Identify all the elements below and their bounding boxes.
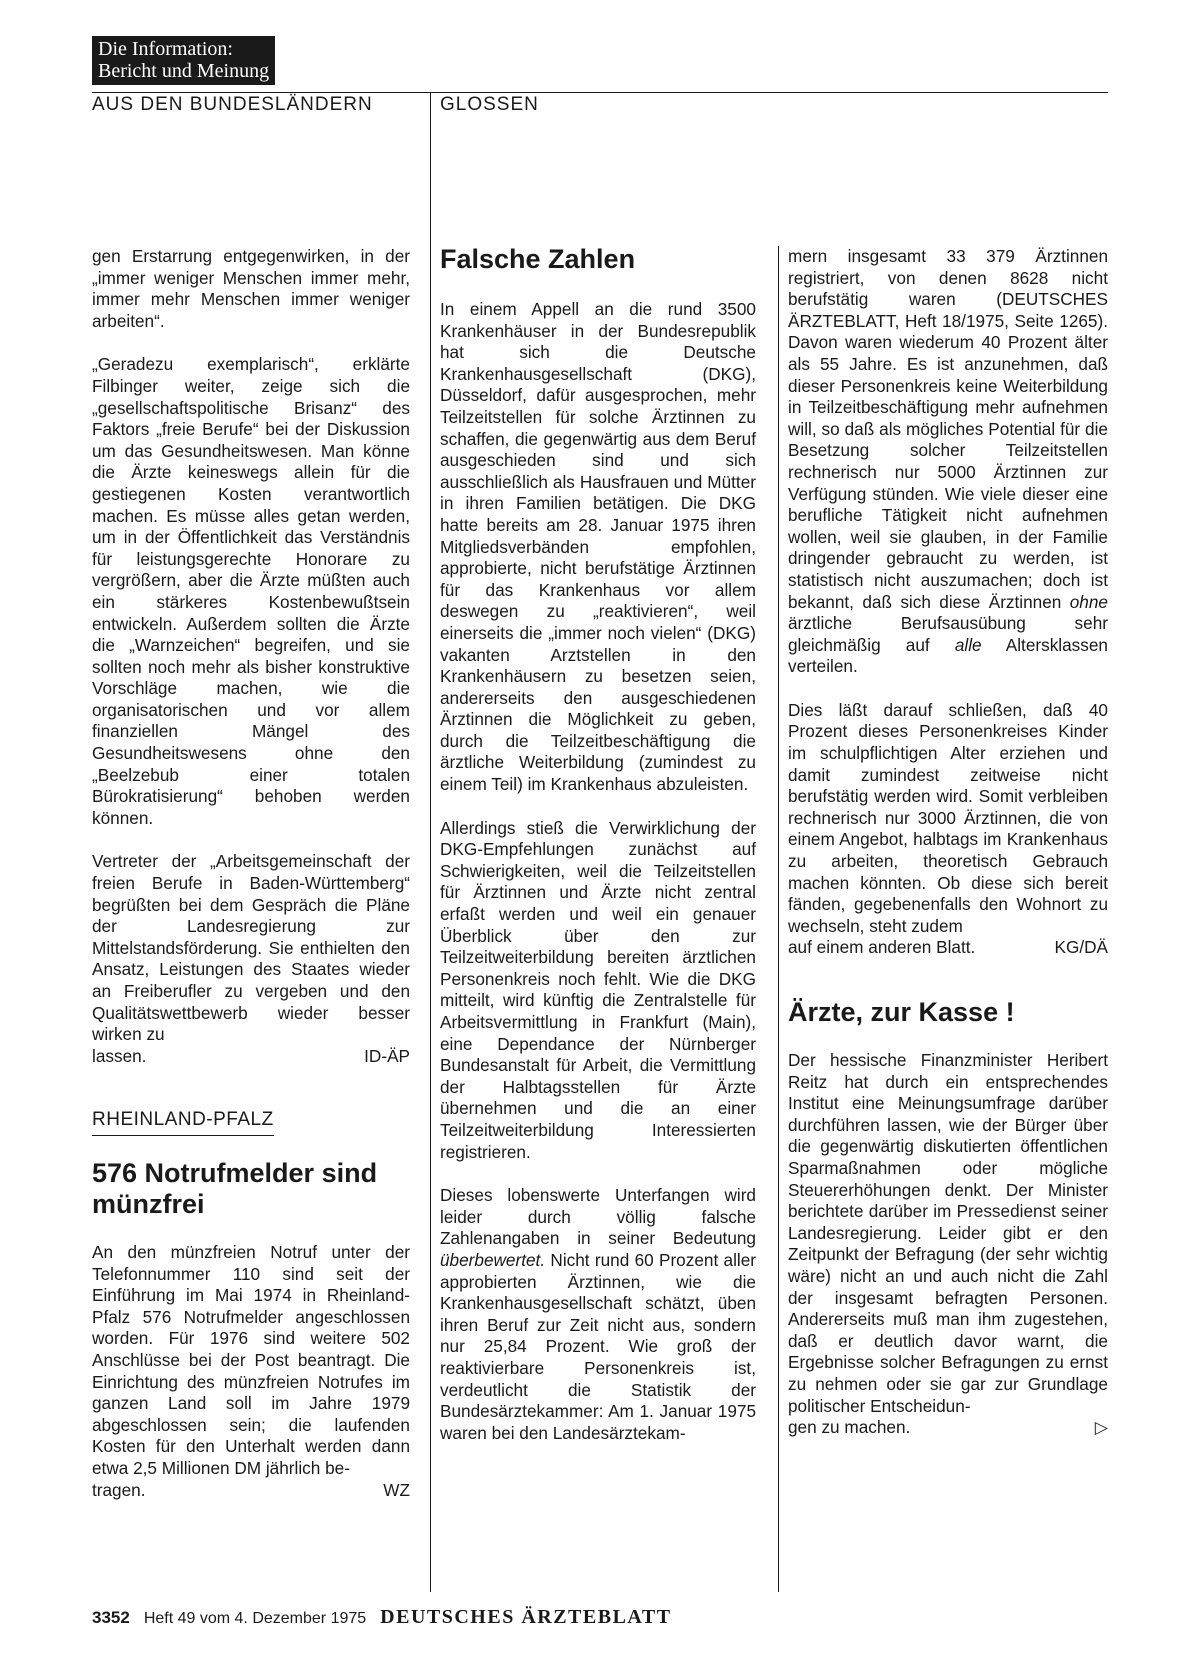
article-headline-aerzte-zur-kasse: Ärzte, zur Kasse ! bbox=[788, 997, 1015, 1027]
author-signature-id-ap: ID-ÄP bbox=[364, 1045, 410, 1066]
article-headline-falsche-zahlen: Falsche Zahlen bbox=[440, 244, 636, 274]
col3-p1-part-c: Altersklassen verteilen. bbox=[788, 634, 1108, 677]
article-headline-notruf: 576 Notrufmelder sind münzfrei bbox=[92, 1157, 378, 1219]
col3-p2-last-words: auf einem anderen Blatt. bbox=[788, 937, 976, 958]
col1-paragraph-4-text: An den münzfreien Notruf unter der Telefonnummer 110 sind seit der Einführung im Mai 1974 in Rheinland-Pfalz 576 Notrufmelder angeschlossen worden. Für 1976 sind weitere 502 Anschlüsse bei der Post beantragt. Die Einrichtung des münzfreien Notrufes im ganzen Land soll im Jahre 1979 abgeschlossen sein; die laufenden Kosten für den Unterhalt werden dann etwa 2,5 Millionen DM jährlich be- bbox=[92, 1241, 410, 1478]
column-3 bbox=[788, 246, 1108, 1439]
col1-signature-line-2 bbox=[92, 1480, 410, 1502]
issue-info: Heft 49 vom 4. Dezember 1975 bbox=[143, 1610, 367, 1627]
section-badge bbox=[92, 36, 275, 85]
badge-line-1: Die Information: bbox=[98, 38, 233, 60]
col1-paragraph-3 bbox=[92, 851, 410, 1045]
section-label-right: GLOSSEN bbox=[440, 94, 539, 115]
col3-paragraph-3 bbox=[788, 1050, 1108, 1417]
col2-paragraph-2: Allerdings stieß die Verwirklichung der DKG-Empfehlungen zunächst auf Schwierigkeiten, weil die Teilzeitstellen für Ärztinnen und Ärzte nicht zentral erfaßt werden und weil ein genauer Überblick über den zur Teilzeitweiterbildung bereiten ärztlichen Personenkreis noch fehlt. Wie die DKG mitteilt, wird künftig die Zentralstelle für Arbeitsvermittlung in Frankfurt (Main), eine Dependance der Nürnberger Bundesanstalt für Arbeit, die Vermittlung der Halbtagsstellen für Ärzte übernehmen und die an einer Teilzeitweiterbildung Interessierten registrieren. bbox=[440, 817, 756, 1162]
col3-paragraph-2 bbox=[788, 700, 1108, 938]
col1-paragraph-3-text: Vertreter der „Arbeitsgemeinschaft der freien Berufe in Baden-Württemberg“ begrüßten bei dem Gespräch die Pläne der Landesregierung zur Mittelstandsförderung. Sie enthielten den Ansatz, Leistungen des Staates wieder an Freiberufler zu vergeben und den Qualitätswettbewerb wieder besser wirken zu bbox=[92, 851, 410, 1045]
col3-p1-emphasis-1: ohne bbox=[1069, 591, 1108, 612]
col2-p3-emphasis: überbewertet. bbox=[440, 1249, 546, 1270]
col1-paragraph-2: „Geradezu exemplarisch“, erklärte Filbinger weiter, zeige sich die „gesellschaftspolitische Brisanz“ des Faktors „freie Berufe“ bei der Diskussion um das Gesundheitswesen. Man könne die Ärzte keineswegs allein für die gestiegenen Kosten verantwortlich machen. Es müsse alles getan werden, um in der Öffentlichkeit das Verständnis für leistungsgerechte Honorare zu vergrößern, aber die Ärzte müßten auch ein stärkeres Kostenbewußtsein entwickeln. Außerdem sollten die Ärzte die „Warnzeichen“ begreifen, und sie sollten noch mehr als bisher konstruktive Vorschläge machen, wie die organisatorischen und vor allem finanziellen Mängel des Gesundheitswesens ohne den „Beelzebub einer totalen Bürokratisierung“ behoben werden können. bbox=[92, 354, 410, 828]
column-divider-1 bbox=[430, 92, 431, 1592]
col3-p1-part-b: ärztliche Berufsausübung sehr gleichmäßig auf bbox=[788, 613, 1108, 655]
col1-p3-last-word: lassen. bbox=[92, 1045, 147, 1066]
column-divider-2 bbox=[778, 246, 779, 1592]
col3-p1-part-a: mern insgesamt 33 379 Ärztinnen registriert, von denen 8628 nicht berufstätig waren (DEUTSCHES ÄRZTEBLATT, Heft 18/1975, Seite 1265). Davon waren wiederum 40 Prozent älter als 55 Jahre. Es ist anzunehmen, daß dieser Personenkreis keine Weiterbildung in Teilzeitbeschäftigung mehr aufnehmen will, so daß als mögliches Potential für die Besetzung solcher Teilzeitstellen rechnerisch nur 5000 Ärztinnen zur Verfügung stünden. Wie viele dieser eine berufliche Tätigkeit nicht aufnehmen wollen, weil sie glauben, in der Familie dringender gebraucht zu werden, ist statistisch nicht auszumachen; doch ist bekannt, daß sich diese Ärztinnen bbox=[788, 246, 1108, 612]
page-footer bbox=[92, 1606, 672, 1629]
page-number: 3352 bbox=[92, 1608, 130, 1627]
col2-paragraph-1: In einem Appell an die rund 3500 Krankenhäuser in der Bundesrepublik hat sich die Deutsche Krankenhausgesellschaft (DKG), Düsseldorf, dafür ausgesprochen, mehr Teilzeitstellen für solche Ärztinnen zu schaffen, die gegenwärtig aus dem Beruf ausgeschieden sind und sich ausschließlich als Hausfrauen und Mütter in ihren Familien betätigen. Die DKG hatte bereits am 28. Januar 1975 ihren Mitgliedsverbänden empfohlen, approbierte, nicht berufstätige Ärztinnen für das Krankenhaus vor allem deswegen zu „reaktivieren“, weil einerseits die „immer noch vielen“ (DKG) vakanten Arztstellen in den Krankenhäusern zu besetzen seien, andererseits den ausgeschiedenen Ärztinnen die Möglichkeit zu geben, durch die Teilzeitbeschäftigung die ärztliche Weiterbildung (zumindest zu einem Teil) im Krankenhaus abzuleisten. bbox=[440, 299, 756, 795]
col3-signature-line bbox=[788, 937, 1108, 959]
col2-p3-part-b: Nicht rund 60 Prozent aller approbierten Ärztinnen, wie die Krankenhausgesellschaft schätzt, üben ihren Beruf zur Zeit nicht aus, sondern nur 25,84 Prozent. Wie groß der reaktivierbare Personenkreis ist, verdeutlicht die Statistik der Bundesärztekammer: Am 1. Januar 1975 waren bei den Landesärztekam- bbox=[440, 1249, 756, 1443]
col3-p3-last-words: gen zu machen. bbox=[788, 1417, 911, 1438]
col2-paragraph-3 bbox=[440, 1185, 756, 1444]
header-rule bbox=[92, 92, 1108, 93]
col3-paragraph-2-text: Dies läßt darauf schließen, daß 40 Prozent dieses Personenkreises Kinder im schulpflichtigen Alter erziehen und damit zumindest zeitweise nicht berufstätig werden wird. Somit verbleiben rechnerisch nur 3000 Ärztinnen, die von einem Angebot, halbtags im Krankenhaus zu arbeiten, theoretisch Gebrauch machen könnten. Ob diese sich bereit fänden, gegebenenfalls den Wohnort zu wechseln, steht zudem bbox=[788, 699, 1108, 936]
col1-p4-last-word: tragen. bbox=[92, 1479, 146, 1500]
col3-p1-emphasis-2: alle bbox=[954, 634, 982, 655]
author-signature-wz: WZ bbox=[383, 1479, 410, 1500]
section-label-left: AUS DEN BUNDESLÄNDERN bbox=[92, 94, 373, 115]
continue-arrow-icon: ▷ bbox=[1094, 1417, 1108, 1438]
col1-signature-line-1 bbox=[92, 1046, 410, 1068]
column-2 bbox=[440, 244, 756, 1466]
col3-continuation-line bbox=[788, 1417, 1108, 1439]
col3-paragraph-1 bbox=[788, 246, 1108, 678]
col2-p3-part-a: Dieses lobenswerte Unterfangen wird leider durch völlig falsche Zahlenangaben in seiner Bedeutung bbox=[440, 1185, 756, 1249]
col3-paragraph-3-text: Der hessische Finanzminister Heribert Reitz hat durch ein entsprechendes Institut eine Meinungsumfrage darüber durchführen lassen, wie der Bürger über die gegenwärtig diskutierten öffentlichen Sparmaßnahmen oder mögliche Steuererhöhungen denkt. Der Minister berichtete darüber im Pressedienst seiner Landesregierung. Leider gibt er den Zeitpunkt der Befragung (der sehr wichtig wäre) nicht an und auch nicht die Zahl der insgesamt befragten Personen. Andererseits muß man ihm zugestehen, daß er deutlich davor warnt, die Ergebnisse solcher Befragungen zu ernst zu nehmen oder sie gar zur Grundlage politischer Entscheidun- bbox=[788, 1050, 1108, 1416]
column-1 bbox=[92, 246, 410, 1501]
magazine-name: DEUTSCHES ÄRZTEBLATT bbox=[380, 1606, 672, 1628]
col1-paragraph-4 bbox=[92, 1242, 410, 1480]
subsection-heading: RHEINLAND-PFALZ bbox=[92, 1109, 274, 1136]
badge-line-2: Bericht und Meinung bbox=[98, 60, 270, 82]
author-signature-kg-da: KG/DÄ bbox=[1054, 937, 1108, 958]
col1-paragraph-1: gen Erstarrung entgegenwirken, in der „immer weniger Menschen immer mehr, immer mehr Menschen immer weniger arbeiten“. bbox=[92, 246, 410, 331]
